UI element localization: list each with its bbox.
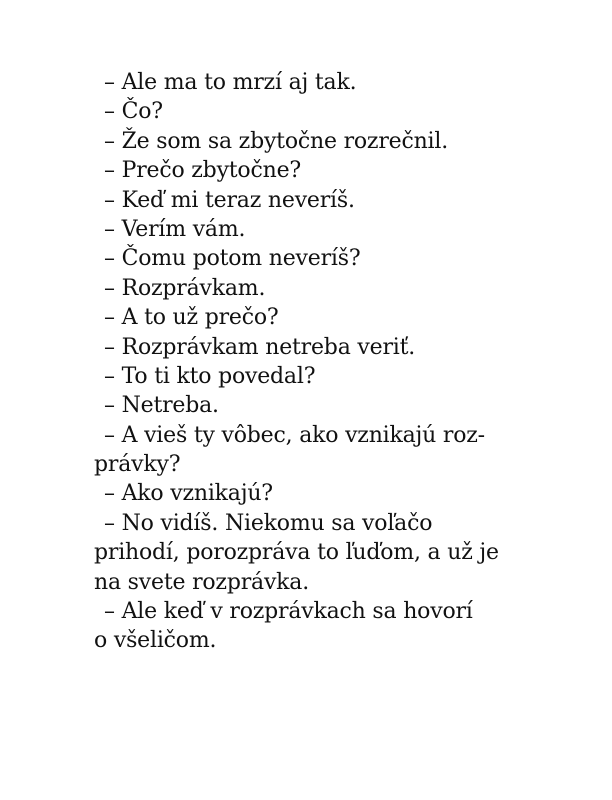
text-line: – Rozprávkam. — [104, 275, 266, 301]
text-line: – To ti kto povedal? — [104, 363, 316, 389]
text-line: o všeličom. — [94, 628, 217, 654]
text-line: na svete rozprávka. — [94, 569, 310, 595]
text-line: – Ako vznikajú? — [104, 481, 273, 507]
text-line: – Prečo zbytočne? — [104, 158, 301, 184]
text-line: – No vidíš. Niekomu sa voľačo — [104, 510, 433, 536]
text-line: – Verím vám. — [104, 216, 246, 242]
text-line: – Čomu potom neveríš? — [104, 246, 361, 272]
dialogue-text — [94, 68, 534, 656]
text-line: – Ale ma to mrzí aj tak. — [104, 70, 357, 95]
text-line: – Ale keď v rozprávkach sa hovorí — [104, 599, 473, 625]
text-line: – Keď mi teraz neveríš. — [104, 187, 355, 213]
text-line: – Netreba. — [104, 393, 219, 419]
text-line: – A to už prečo? — [104, 305, 279, 331]
text-line: – Že som sa zbytočne rozrečnil. — [104, 128, 449, 154]
text-line: – Čo? — [104, 99, 163, 125]
text-line: prihodí, porozpráva to ľuďom, a už je — [94, 540, 499, 566]
text-line: – A vieš ty vôbec, ako vznikajú roz- — [104, 422, 485, 448]
text-line: – Rozprávkam netreba veriť. — [104, 334, 416, 360]
text-line: právky? — [94, 452, 181, 478]
